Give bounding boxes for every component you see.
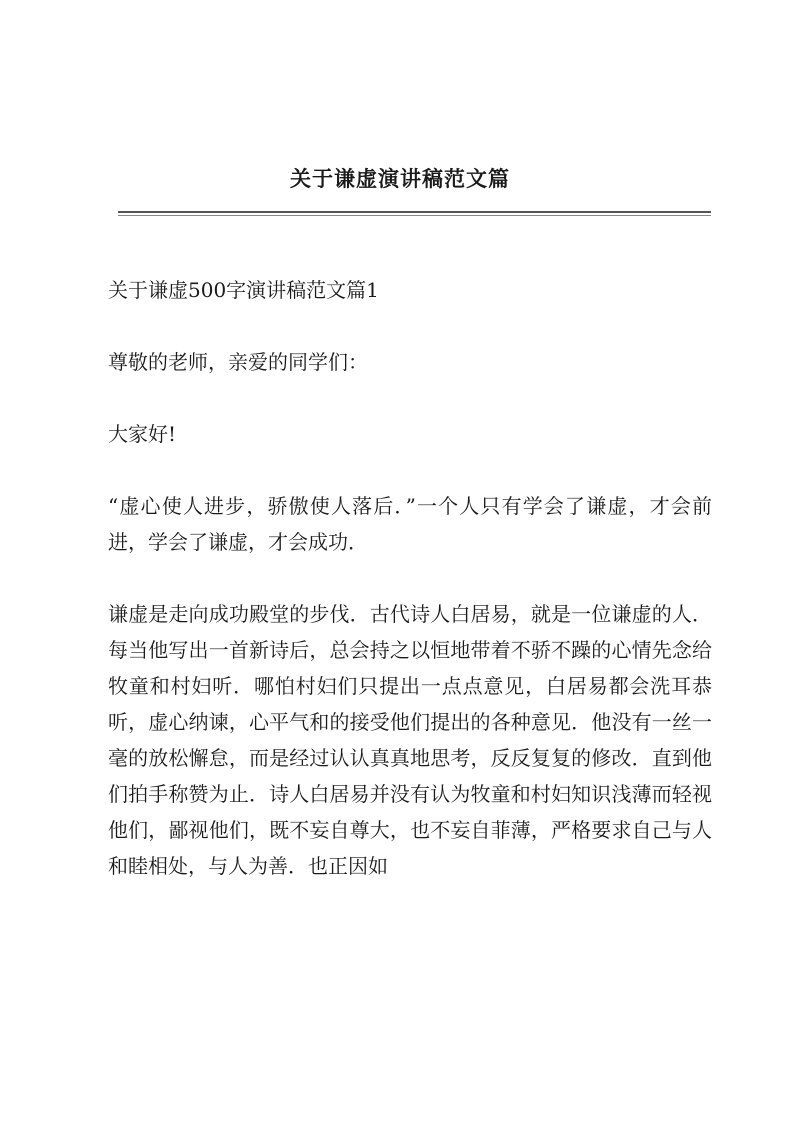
document-title: 关于谦虚演讲稿范文篇 [290, 166, 510, 191]
greeting: 大家好! [108, 422, 177, 446]
salutation: 尊敬的老师，亲爱的同学们： [108, 350, 368, 374]
title-divider [118, 211, 711, 213]
title-divider-thin [118, 215, 711, 216]
section-heading: 关于谦虚500字演讲稿范文篇1 [108, 278, 379, 302]
body-paragraph: 谦虚是走向成功殿堂的步伐．古代诗人白居易，就是一位谦虚的人．每当他写出一首新诗后，总会持之以恒地带着不骄不躁的心情先念给牧童和村妇听．哪怕村妇们只提出一点点意见，白居易都会洗耳恭听，虚心纳谏，心平气和的接受他们提出的各种意见．他没有一丝一毫的放松懈怠，而是经过认认真真地思考，反反复复的修改．直到他们拍手称赞为止．诗人白居易并没有认为牧童和村妇知识浅薄而轻视他们，鄙视他们，既不妄自尊大，也不妄自菲薄，严格要求自己与人和睦相处，与人为善．也正因如 [108, 602, 712, 878]
body-paragraph: “虚心使人进步，骄傲使人落后．”一个人只有学会了谦虚，才会前进，学会了谦虚，才会成功． [108, 494, 712, 554]
document-body [108, 272, 712, 920]
